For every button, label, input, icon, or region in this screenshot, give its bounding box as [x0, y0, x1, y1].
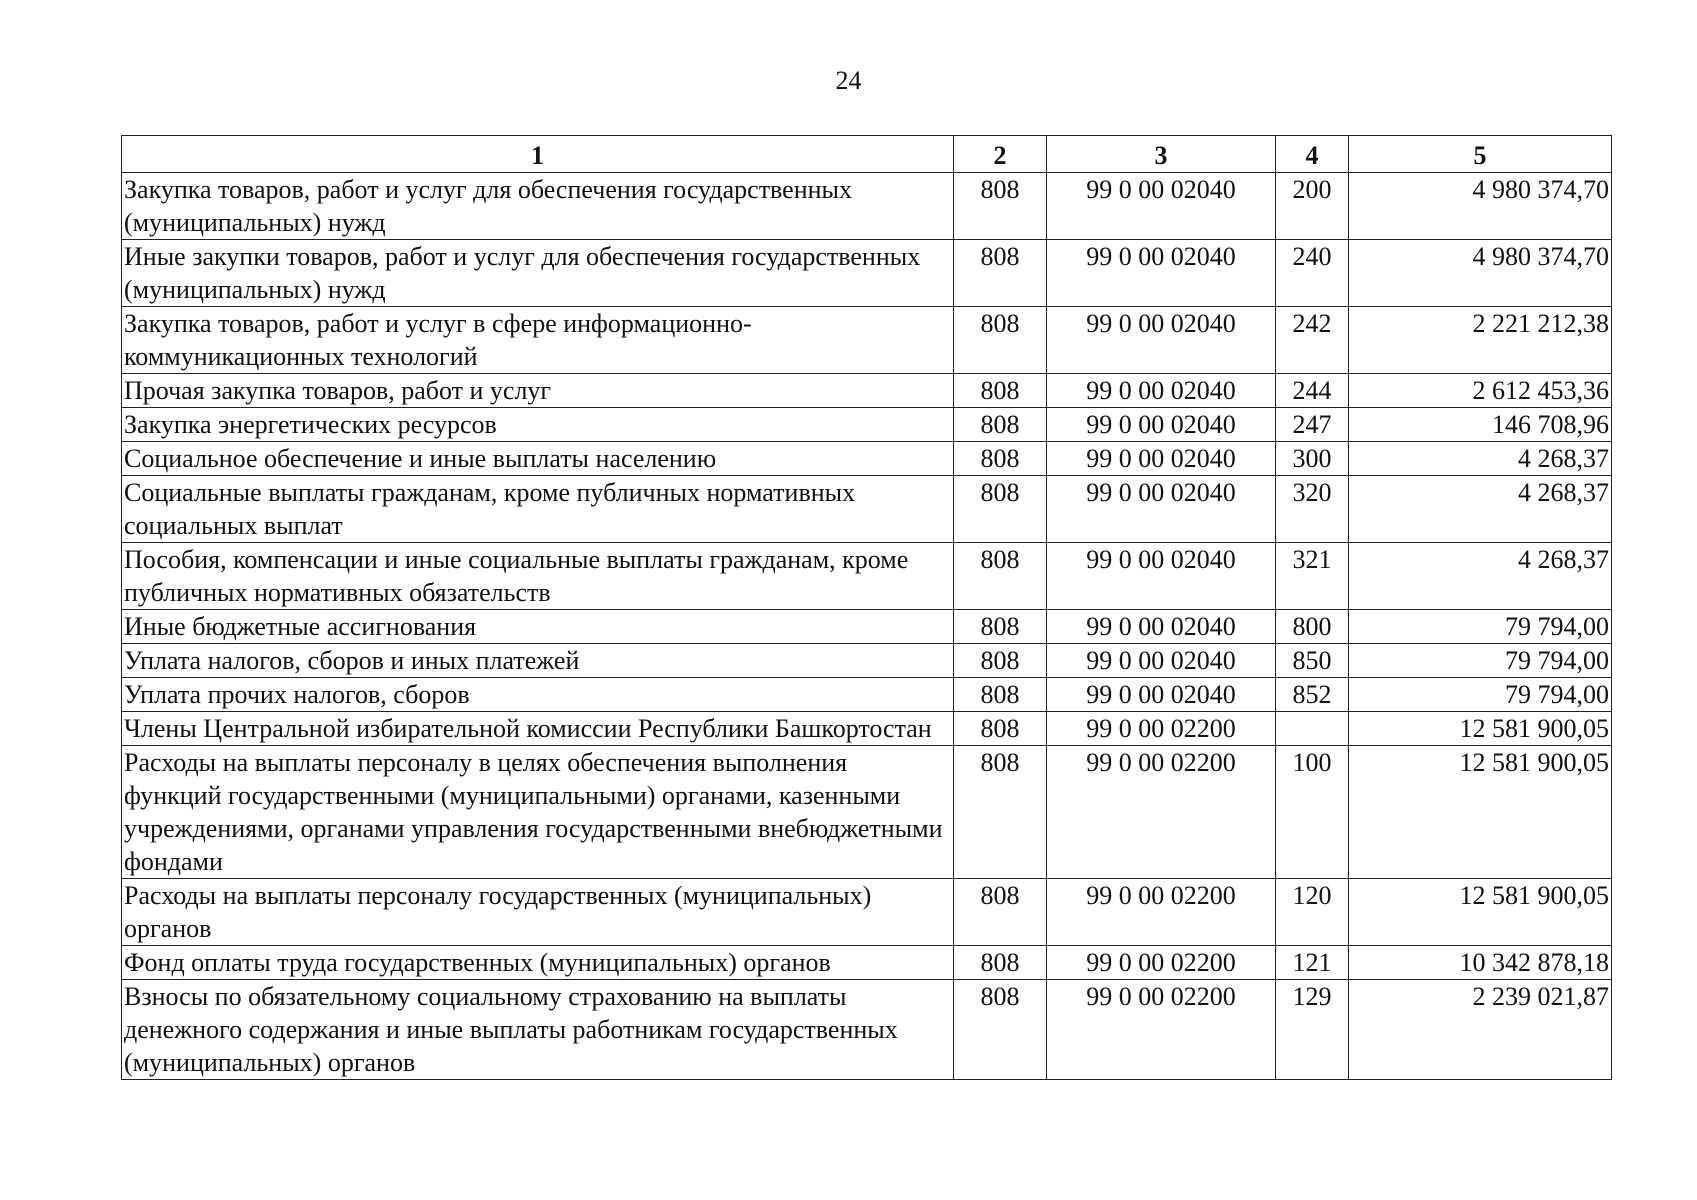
row-amount-cell: 10 342 878,18 [1349, 946, 1612, 980]
table-body [122, 173, 1612, 1080]
row-ved-cell: 808 [954, 543, 1047, 610]
table-row [122, 408, 1612, 442]
row-name-cell: Закупка товаров, работ и услуг в сфере информационно-коммуникационных технологий [122, 307, 954, 374]
row-csr-cell: 99 0 00 02040 [1047, 442, 1276, 476]
row-amount-cell: 79 794,00 [1349, 678, 1612, 712]
row-amount-cell: 4 268,37 [1349, 543, 1612, 610]
row-csr-cell: 99 0 00 02040 [1047, 240, 1276, 307]
table-row [122, 678, 1612, 712]
row-amount-cell: 12 581 900,05 [1349, 712, 1612, 746]
table-row [122, 712, 1612, 746]
row-ved-cell: 808 [954, 610, 1047, 644]
row-csr-cell: 99 0 00 02200 [1047, 746, 1276, 879]
row-name-cell: Уплата прочих налогов, сборов [122, 678, 954, 712]
row-ved-cell: 808 [954, 746, 1047, 879]
row-ved-cell: 808 [954, 307, 1047, 374]
row-csr-cell: 99 0 00 02040 [1047, 307, 1276, 374]
row-name-cell: Социальное обеспечение и иные выплаты населению [122, 442, 954, 476]
row-amount-cell: 2 239 021,87 [1349, 980, 1612, 1080]
row-vr-cell: 320 [1276, 476, 1349, 543]
row-ved-cell: 808 [954, 173, 1047, 240]
row-name-cell: Закупка товаров, работ и услуг для обеспечения государственных (муниципальных) нужд [122, 173, 954, 240]
header-col-2: 2 [954, 136, 1047, 173]
header-col-4: 4 [1276, 136, 1349, 173]
row-name-cell: Уплата налогов, сборов и иных платежей [122, 644, 954, 678]
row-ved-cell: 808 [954, 374, 1047, 408]
row-ved-cell: 808 [954, 408, 1047, 442]
row-vr-cell [1276, 712, 1349, 746]
row-amount-cell: 4 268,37 [1349, 476, 1612, 543]
table-row [122, 374, 1612, 408]
row-vr-cell: 244 [1276, 374, 1349, 408]
row-amount-cell: 2 221 212,38 [1349, 307, 1612, 374]
row-vr-cell: 120 [1276, 879, 1349, 946]
row-csr-cell: 99 0 00 02040 [1047, 543, 1276, 610]
row-vr-cell: 247 [1276, 408, 1349, 442]
row-ved-cell: 808 [954, 644, 1047, 678]
row-amount-cell: 12 581 900,05 [1349, 879, 1612, 946]
table-row [122, 879, 1612, 946]
row-name-cell: Фонд оплаты труда государственных (муниципальных) органов [122, 946, 954, 980]
table-row [122, 240, 1612, 307]
row-vr-cell: 121 [1276, 946, 1349, 980]
row-ved-cell: 808 [954, 678, 1047, 712]
row-vr-cell: 242 [1276, 307, 1349, 374]
row-name-cell: Пособия, компенсации и иные социальные выплаты гражданам, кроме публичных нормативных обязательств [122, 543, 954, 610]
row-vr-cell: 100 [1276, 746, 1349, 879]
row-csr-cell: 99 0 00 02200 [1047, 946, 1276, 980]
header-col-1: 1 [122, 136, 954, 173]
row-vr-cell: 240 [1276, 240, 1349, 307]
row-csr-cell: 99 0 00 02200 [1047, 712, 1276, 746]
row-csr-cell: 99 0 00 02040 [1047, 678, 1276, 712]
row-vr-cell: 321 [1276, 543, 1349, 610]
table-row [122, 476, 1612, 543]
row-csr-cell: 99 0 00 02200 [1047, 879, 1276, 946]
page-number: 24 [835, 66, 862, 95]
row-ved-cell: 808 [954, 712, 1047, 746]
row-name-cell: Прочая закупка товаров, работ и услуг [122, 374, 954, 408]
row-vr-cell: 300 [1276, 442, 1349, 476]
row-vr-cell: 800 [1276, 610, 1349, 644]
table-row [122, 946, 1612, 980]
row-amount-cell: 4 980 374,70 [1349, 173, 1612, 240]
row-name-cell: Иные закупки товаров, работ и услуг для обеспечения государственных (муниципальных) нужд [122, 240, 954, 307]
row-name-cell: Иные бюджетные ассигнования [122, 610, 954, 644]
table-row [122, 442, 1612, 476]
row-ved-cell: 808 [954, 879, 1047, 946]
budget-table [121, 135, 1612, 1080]
table-row [122, 746, 1612, 879]
row-amount-cell: 2 612 453,36 [1349, 374, 1612, 408]
row-csr-cell: 99 0 00 02040 [1047, 476, 1276, 543]
row-name-cell: Взносы по обязательному социальному страхованию на выплаты денежного содержания и иные выплаты работникам государственных (муниципальных) органов [122, 980, 954, 1080]
row-ved-cell: 808 [954, 240, 1047, 307]
table-row [122, 543, 1612, 610]
row-amount-cell: 4 268,37 [1349, 442, 1612, 476]
row-name-cell: Члены Центральной избирательной комиссии Республики Башкортостан [122, 712, 954, 746]
row-amount-cell: 79 794,00 [1349, 644, 1612, 678]
table-row [122, 980, 1612, 1080]
row-csr-cell: 99 0 00 02040 [1047, 610, 1276, 644]
table-row [122, 610, 1612, 644]
table-row [122, 173, 1612, 240]
table-row [122, 307, 1612, 374]
row-ved-cell: 808 [954, 946, 1047, 980]
row-csr-cell: 99 0 00 02040 [1047, 374, 1276, 408]
row-amount-cell: 12 581 900,05 [1349, 746, 1612, 879]
table-row [122, 644, 1612, 678]
row-csr-cell: 99 0 00 02040 [1047, 173, 1276, 240]
row-vr-cell: 200 [1276, 173, 1349, 240]
row-csr-cell: 99 0 00 02040 [1047, 408, 1276, 442]
row-ved-cell: 808 [954, 442, 1047, 476]
row-ved-cell: 808 [954, 980, 1047, 1080]
row-vr-cell: 129 [1276, 980, 1349, 1080]
row-name-cell: Расходы на выплаты персоналу государственных (муниципальных) органов [122, 879, 954, 946]
row-amount-cell: 79 794,00 [1349, 610, 1612, 644]
row-name-cell: Социальные выплаты гражданам, кроме публичных нормативных социальных выплат [122, 476, 954, 543]
row-vr-cell: 852 [1276, 678, 1349, 712]
header-col-5: 5 [1349, 136, 1612, 173]
header-row [122, 136, 1612, 173]
row-csr-cell: 99 0 00 02200 [1047, 980, 1276, 1080]
row-ved-cell: 808 [954, 476, 1047, 543]
table-header [122, 136, 1612, 173]
row-amount-cell: 146 708,96 [1349, 408, 1612, 442]
header-col-3: 3 [1047, 136, 1276, 173]
row-name-cell: Закупка энергетических ресурсов [122, 408, 954, 442]
row-vr-cell: 850 [1276, 644, 1349, 678]
row-name-cell: Расходы на выплаты персоналу в целях обеспечения выполнения функций государственными (муниципальными) органами, казенными учреждениями, органами управления государственными внебюджетными фондами [122, 746, 954, 879]
row-amount-cell: 4 980 374,70 [1349, 240, 1612, 307]
row-csr-cell: 99 0 00 02040 [1047, 644, 1276, 678]
